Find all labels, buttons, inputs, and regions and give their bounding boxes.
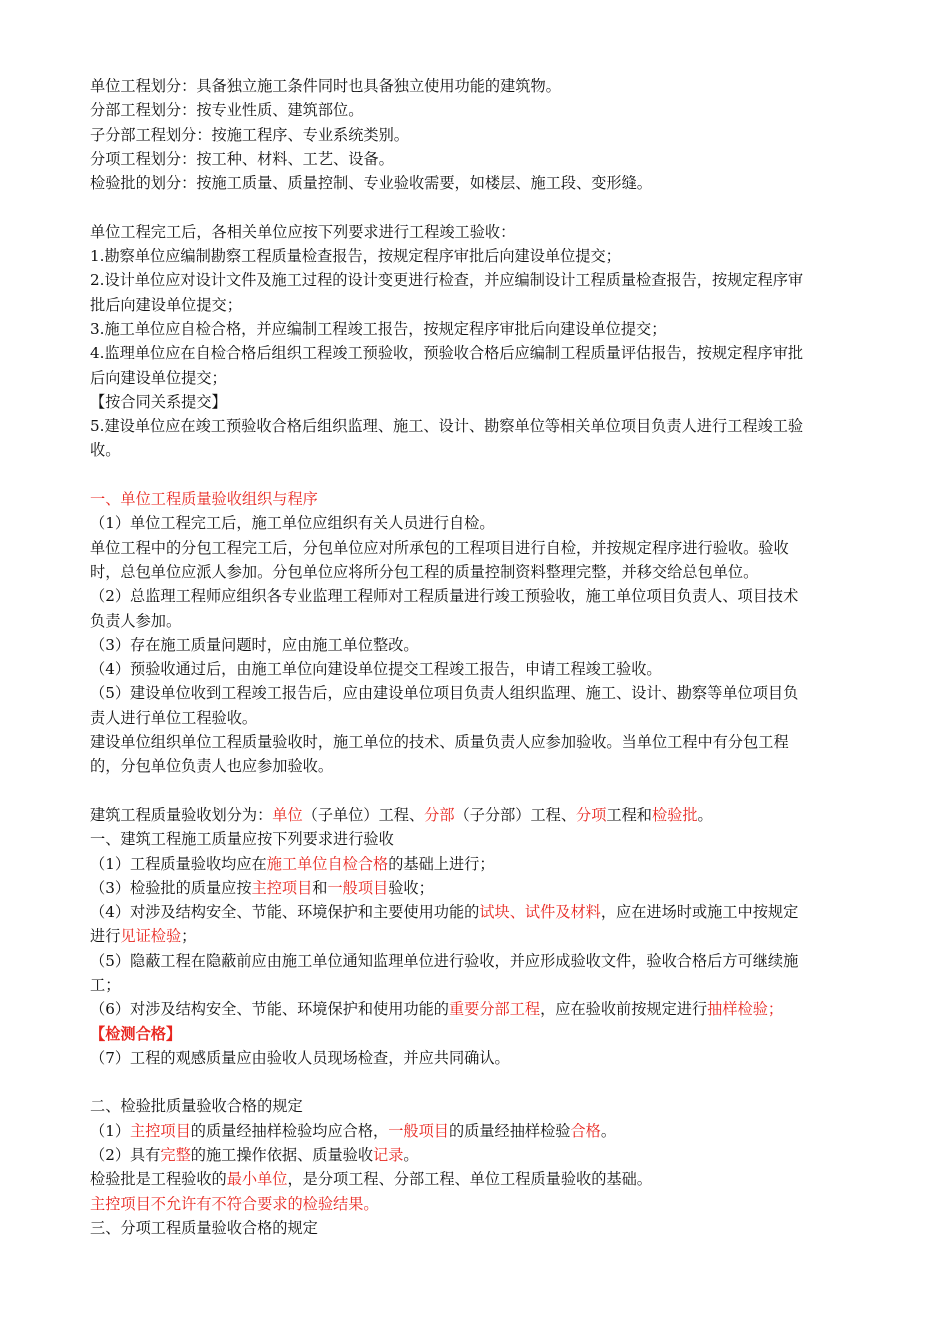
text-segment: 时，总包单位应派人参加。分包单位应将所分包工程的质量控制资料整理完整，并移交给总包单位。	[90, 562, 759, 581]
text-segment: ，是分项工程、分部工程、单位工程质量验收的基础。	[287, 1170, 652, 1189]
text-segment: 一、建筑工程施工质量应按下列要求进行验收	[90, 830, 394, 849]
text-segment: 。	[600, 1121, 617, 1140]
text-segment: ，应在验收前按规定进行	[540, 1000, 708, 1019]
text-segment: ，应在进场时或施工中按规定	[600, 903, 799, 922]
paragraph-gap	[90, 195, 890, 219]
highlighted-text: 一般项目	[327, 878, 389, 897]
text-segment: 的基础上进行；	[388, 854, 495, 873]
highlighted-text: 见证检验	[120, 927, 182, 946]
text-segment: 工；	[90, 975, 121, 994]
text-line	[90, 317, 890, 341]
text-segment: 的质量经抽样检验	[448, 1121, 571, 1140]
text-segment: 二、检验批质量验收合格的规定	[90, 1097, 303, 1116]
highlighted-text: 单位	[272, 805, 303, 824]
highlighted-text: 施工单位自检合格	[266, 854, 389, 873]
text-segment: 工程和	[606, 805, 652, 824]
text-segment: （1）单位工程完工后，施工单位应组织有关人员进行自检。	[90, 514, 495, 533]
text-segment: （子单位）工程、	[302, 805, 425, 824]
text-segment: （3）检验批的质量应按	[90, 878, 252, 897]
text-segment: 验收；	[388, 878, 434, 897]
text-segment: 检验批是工程验收的	[90, 1170, 227, 1189]
text-line	[90, 244, 890, 268]
highlighted-text: 试块、试件及材料	[479, 903, 601, 922]
highlighted-text: 分项	[576, 805, 607, 824]
text-line	[90, 341, 890, 365]
text-line	[90, 390, 890, 414]
text-line	[90, 438, 890, 462]
text-segment: 2.设计单位应对设计文件及施工过程的设计变更进行检查，并应编制设计工程质量检查报告，按规定程序审	[90, 271, 804, 290]
text-line	[90, 1046, 890, 1070]
text-line	[90, 827, 890, 851]
text-segment: 子分部工程划分：按施工程序、专业系统类别。	[90, 125, 409, 144]
highlighted-text: 主控项目	[251, 878, 313, 897]
highlighted-text: 重要分部工程	[448, 1000, 541, 1019]
text-line	[90, 706, 890, 730]
text-segment: （3）存在施工质量问题时，应由施工单位整改。	[90, 635, 419, 654]
text-segment: 检验批的划分：按施工质量、质量控制、专业验收需要，如楼层、施工段、变形缝。	[90, 174, 652, 193]
text-line	[90, 293, 890, 317]
text-segment: 进行	[90, 927, 121, 946]
text-line	[90, 171, 890, 195]
text-segment: 后向建设单位提交；	[90, 368, 227, 387]
highlighted-text: 分部	[424, 805, 455, 824]
text-line	[90, 1167, 890, 1191]
text-line	[90, 1094, 890, 1118]
text-line	[90, 1119, 890, 1143]
paragraph-gap	[90, 779, 890, 803]
text-line	[90, 997, 890, 1021]
text-segment: 4.监理单位应在自检合格后组织工程竣工预验收，预验收合格后应编制工程质量评估报告，按规定程序审批	[90, 344, 804, 363]
text-line	[90, 220, 890, 244]
text-segment: 负责人参加。	[90, 611, 182, 630]
text-line	[90, 681, 890, 705]
text-segment: 3.施工单位应自检合格，并应编制工程竣工报告，按规定程序审批后向建设单位提交；	[90, 319, 667, 338]
text-segment: （2）总监理工程师应组织各专业监理工程师对工程质量进行竣工预验收，施工单位项目负责人、项目技术	[90, 587, 799, 606]
text-segment: （5）隐蔽工程在隐蔽前应由施工单位通知监理单位进行验收，并应形成验收文件，验收合格后方可继续施	[90, 951, 799, 970]
text-segment: 责人进行单位工程验收。	[90, 708, 258, 727]
text-segment: （2）具有	[90, 1146, 161, 1165]
text-segment: 1.勘察单位应编制勘察工程质量检查报告，按规定程序审批后向建设单位提交；	[90, 247, 621, 266]
text-segment: 的，分包单位负责人也应参加验收。	[90, 757, 333, 776]
text-line	[90, 123, 890, 147]
text-line	[90, 147, 890, 171]
text-line	[90, 414, 890, 438]
text-line	[90, 1216, 890, 1240]
text-line	[90, 900, 890, 924]
text-line	[90, 803, 890, 827]
highlighted-text: 一般项目	[388, 1121, 449, 1140]
text-segment: 单位工程完工后，各相关单位应按下列要求进行工程竣工验收：	[90, 222, 516, 241]
text-line	[90, 609, 890, 633]
text-segment: 的施工操作依据、质量验收	[190, 1146, 374, 1165]
text-segment: ；	[181, 927, 197, 946]
text-line	[90, 511, 890, 535]
text-line	[90, 730, 890, 754]
text-line	[90, 876, 890, 900]
text-line	[90, 268, 890, 292]
text-segment: 单位工程中的分包工程完工后，分包单位应对所承包的工程项目进行自检，并按规定程序进行验收。验收	[90, 538, 789, 557]
text-line	[90, 560, 890, 584]
text-line	[90, 852, 890, 876]
text-line	[90, 657, 890, 681]
text-segment: 5.建设单位应在竣工预验收合格后组织监理、施工、设计、勘察单位等相关单位项目负责人进行工程竣工验	[90, 417, 804, 436]
text-segment: 。	[697, 805, 713, 824]
text-segment: 收。	[90, 441, 121, 460]
highlighted-text: 抽样检验；	[707, 1000, 784, 1019]
highlighted-text: 一、单位工程质量验收组织与程序	[90, 490, 318, 509]
text-line	[90, 1022, 890, 1046]
text-segment: （4）对涉及结构安全、节能、环境保护和主要使用功能的	[90, 903, 480, 922]
highlighted-text: 最小单位	[226, 1170, 288, 1189]
text-segment: 分部工程划分：按专业性质、建筑部位。	[90, 101, 364, 120]
highlighted-text: 合格	[570, 1121, 601, 1140]
text-segment: （6）对涉及结构安全、节能、环境保护和使用功能的	[90, 1000, 449, 1019]
text-line	[90, 973, 890, 997]
text-segment: 的质量经抽样检验均应合格，	[190, 1121, 389, 1140]
text-segment: 建设单位组织单位工程质量验收时，施工单位的技术、质量负责人应参加验收。当单位工程中有分包工程	[90, 733, 789, 752]
highlighted-text: 主控项目不允许有不符合要求的检验结果。	[90, 1194, 379, 1213]
text-line	[90, 754, 890, 778]
text-segment: （子分部）工程、	[454, 805, 576, 824]
text-line	[90, 98, 890, 122]
text-segment: 和	[312, 878, 328, 897]
text-segment: （4）预验收通过后，由施工单位向建设单位提交工程竣工报告，申请工程竣工验收。	[90, 660, 662, 679]
highlighted-text: 【检测合格】	[90, 1024, 182, 1043]
document-body	[90, 74, 890, 1240]
text-segment: 。	[403, 1146, 419, 1165]
text-segment: 三、分项工程质量验收合格的规定	[90, 1218, 318, 1237]
highlighted-text: 记录	[373, 1146, 404, 1165]
text-segment: 【按合同关系提交】	[90, 392, 227, 411]
text-line	[90, 584, 890, 608]
text-line	[90, 633, 890, 657]
text-segment: 批后向建设单位提交；	[90, 295, 242, 314]
text-segment: 单位工程划分：具备独立施工条件同时也具备独立使用功能的建筑物。	[90, 77, 561, 95]
highlighted-text: 完整	[160, 1146, 191, 1165]
text-line	[90, 74, 890, 98]
text-line	[90, 1143, 890, 1167]
text-segment: （5）建设单位收到工程竣工报告后，应由建设单位项目负责人组织监理、施工、设计、勘察等单位项目负	[90, 684, 799, 703]
text-line	[90, 924, 890, 948]
paragraph-gap	[90, 1070, 890, 1094]
text-segment: （1）	[90, 1121, 131, 1140]
highlighted-text: 主控项目	[130, 1121, 191, 1140]
text-line	[90, 366, 890, 390]
highlighted-text: 检验批	[651, 805, 698, 824]
text-line	[90, 487, 890, 511]
text-segment: 分项工程划分：按工种、材料、工艺、设备。	[90, 149, 394, 168]
paragraph-gap	[90, 463, 890, 487]
text-segment: （7）工程的观感质量应由验收人员现场检查，并应共同确认。	[90, 1048, 510, 1067]
text-line	[90, 949, 890, 973]
text-segment: 建筑工程质量验收划分为：	[90, 805, 273, 824]
text-segment: （1）工程质量验收均应在	[90, 854, 267, 873]
text-line	[90, 536, 890, 560]
text-line	[90, 1192, 890, 1216]
